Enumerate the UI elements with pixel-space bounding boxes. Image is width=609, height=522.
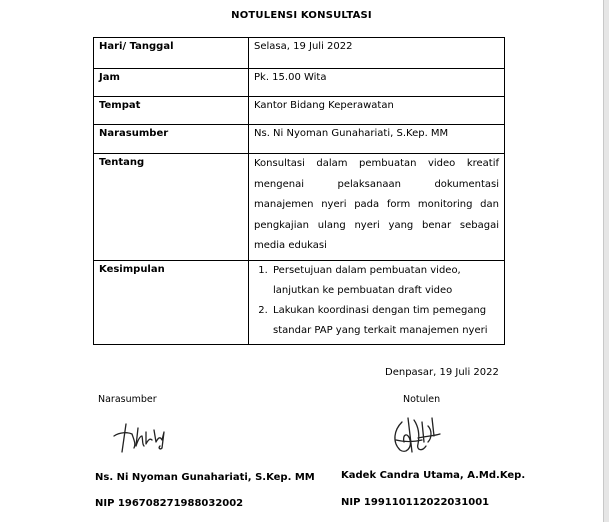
document-title: NOTULENSI KONSULTASI bbox=[231, 10, 372, 21]
consultation-table bbox=[93, 37, 505, 345]
right-signer-name: Kadek Candra Utama, A.Md.Kep. bbox=[341, 470, 526, 481]
table-row bbox=[94, 260, 505, 344]
window-right-edge bbox=[603, 0, 609, 522]
table-row bbox=[94, 125, 505, 154]
left-signer-name: Ns. Ni Nyoman Gunahariati, S.Kep. MM bbox=[95, 472, 315, 483]
row-value-hari-tanggal: Selasa, 19 Juli 2022 bbox=[249, 38, 505, 69]
tentang-text: Konsultasi dalam pembuatan video kreatif mengenai pelaksanaan dokumentasi manajemen nyeri pada form monitoring dan pengkajian ulang nyeri yang benar sebagai media edukasi bbox=[254, 158, 499, 251]
row-value-narasumber: Ns. Ni Nyoman Gunahariati, S.Kep. MM bbox=[249, 125, 505, 154]
right-signature-image bbox=[388, 412, 448, 460]
row-label-narasumber: Narasumber bbox=[94, 125, 249, 154]
left-signer-nip: NIP 196708271988032002 bbox=[95, 498, 244, 509]
left-signer-role: Narasumber bbox=[98, 394, 157, 405]
row-label-tentang: Tentang bbox=[94, 154, 249, 261]
row-value-kesimpulan bbox=[249, 260, 505, 344]
right-signer-nip: NIP 199110112022031001 bbox=[341, 497, 490, 508]
kesimpulan-list bbox=[254, 261, 499, 341]
table-row bbox=[94, 97, 505, 125]
row-label-kesimpulan: Kesimpulan bbox=[94, 260, 249, 344]
row-value-tentang bbox=[249, 154, 505, 261]
table-row bbox=[94, 154, 505, 261]
list-item: 1. Persetujuan dalam pembuatan video, lanjutkan ke pembuatan draft video bbox=[271, 261, 499, 301]
table-row bbox=[94, 69, 505, 97]
right-signer-role: Notulen bbox=[403, 394, 441, 405]
row-value-jam: Pk. 15.00 Wita bbox=[249, 69, 505, 97]
table-row bbox=[94, 38, 505, 69]
left-signature-image bbox=[112, 418, 174, 454]
row-label-jam: Jam bbox=[94, 69, 249, 97]
row-value-tempat: Kantor Bidang Keperawatan bbox=[249, 97, 505, 125]
list-item: 2. Lakukan koordinasi dengan tim pemegang standar PAP yang terkait manajemen nyeri bbox=[271, 301, 499, 341]
row-label-tempat: Tempat bbox=[94, 97, 249, 125]
row-label-hari-tanggal: Hari/ Tanggal bbox=[94, 38, 249, 69]
place-date: Denpasar, 19 Juli 2022 bbox=[385, 367, 499, 378]
